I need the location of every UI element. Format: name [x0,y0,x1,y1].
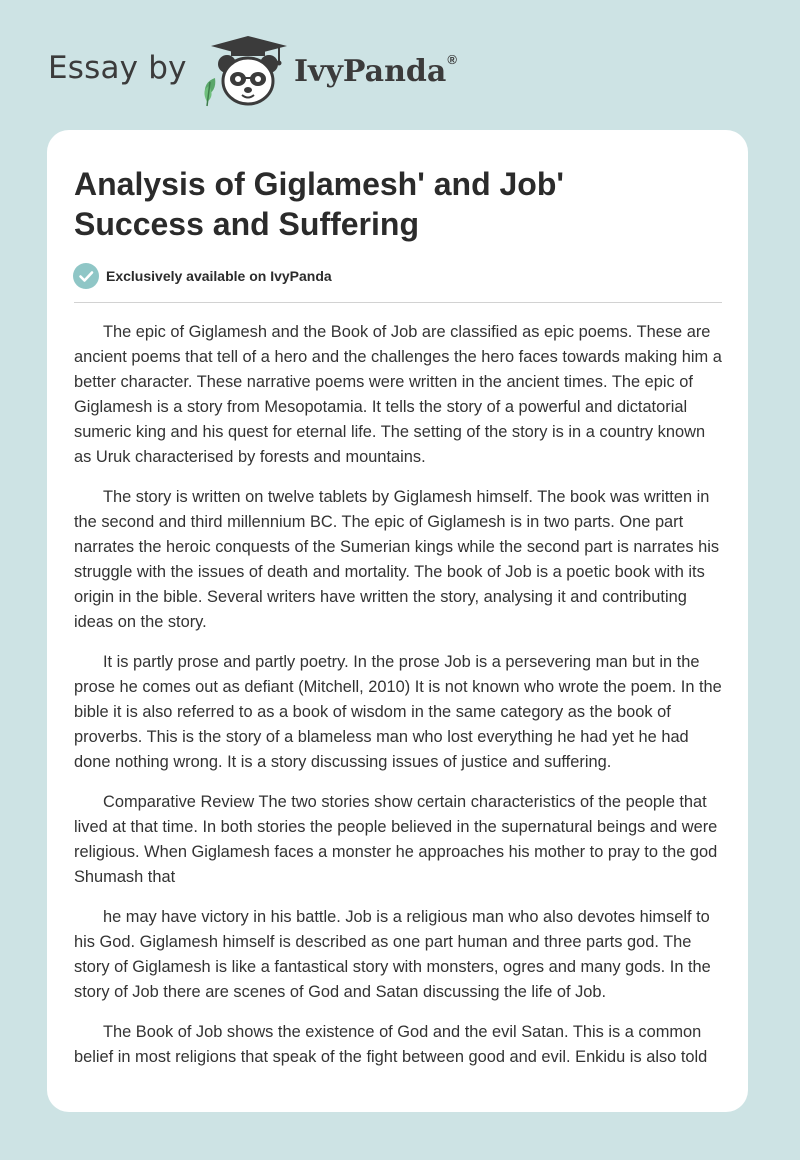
check-circle-icon [73,263,99,289]
essay-title: Analysis of Giglamesh' and Job' Success and Suffering [74,166,564,242]
exclusive-badge-text: Exclusively available on IvyPanda [106,268,332,284]
panda-graduate-logo-icon[interactable] [201,34,291,110]
paragraph: Comparative Review The two stories show certain characteristics of the people that lived at that time. In both stories the people believed in the supernatural beings and were religious. When Giglamesh faces a monster he approaches his mother to pray to the god Shumash that [74,793,718,886]
paragraph: The epic of Giglamesh and the Book of Job are classified as epic poems. These are ancient poems that tell of a hero and the challenges the hero faces towards making him a better character. These narrative poems were written in the ancient times. The epic of Giglamesh is a story from Mesopotamia. It tells the story of a powerful and dictatorial sumeric king and his quest for eternal life. The setting of the story is in a country known as Uruk characterised by forests and mountains. [74,323,722,466]
site-header [48,34,648,114]
paragraph: he may have victory in his battle. Job is a religious man who also devotes himself to his God. Giglamesh himself is described as one part human and three parts god. The story of Giglamesh is like a fantastical story with monsters, ogres and many gods. In the story of Job there are scenes of God and Satan discussing the life of Job. [74,908,711,1001]
essay-card [47,130,748,1112]
essay-body [74,320,724,1085]
registered-mark: ® [447,52,457,67]
title-divider [74,302,722,303]
exclusive-badge [73,263,332,289]
paragraph: It is partly prose and partly poetry. In the prose Job is a persevering man but in the prose he comes out as defiant (Mitchell, 2010) It is not known who wrote the poem. In the bible it is also referred to as a book of wisdom in the same category as the book of proverbs. This is the story of a blameless man who lost everything he had yet he had done nothing wrong. It is a story discussing issues of justice and suffering. [74,653,722,771]
essay-by-label: Essay by [48,50,187,86]
brand-name[interactable]: IvyPanda® [294,52,457,89]
paragraph: The story is written on twelve tablets by Giglamesh himself. The book was written in the second and third millennium BC. The epic of Giglamesh is in two parts. One part narrates the heroic conquests of the Sumerian kings while the second part is narrates his struggle with the issues of death and mortality. The book of Job is a poetic book with its origin in the bible. Several writers have written the story, analysing it and contributing ideas on the story. [74,488,720,631]
paragraph: The Book of Job shows the existence of God and the evil Satan. This is a common belief in most religions that speak of the fight between good and evil. Enkidu is also told [74,1023,708,1066]
